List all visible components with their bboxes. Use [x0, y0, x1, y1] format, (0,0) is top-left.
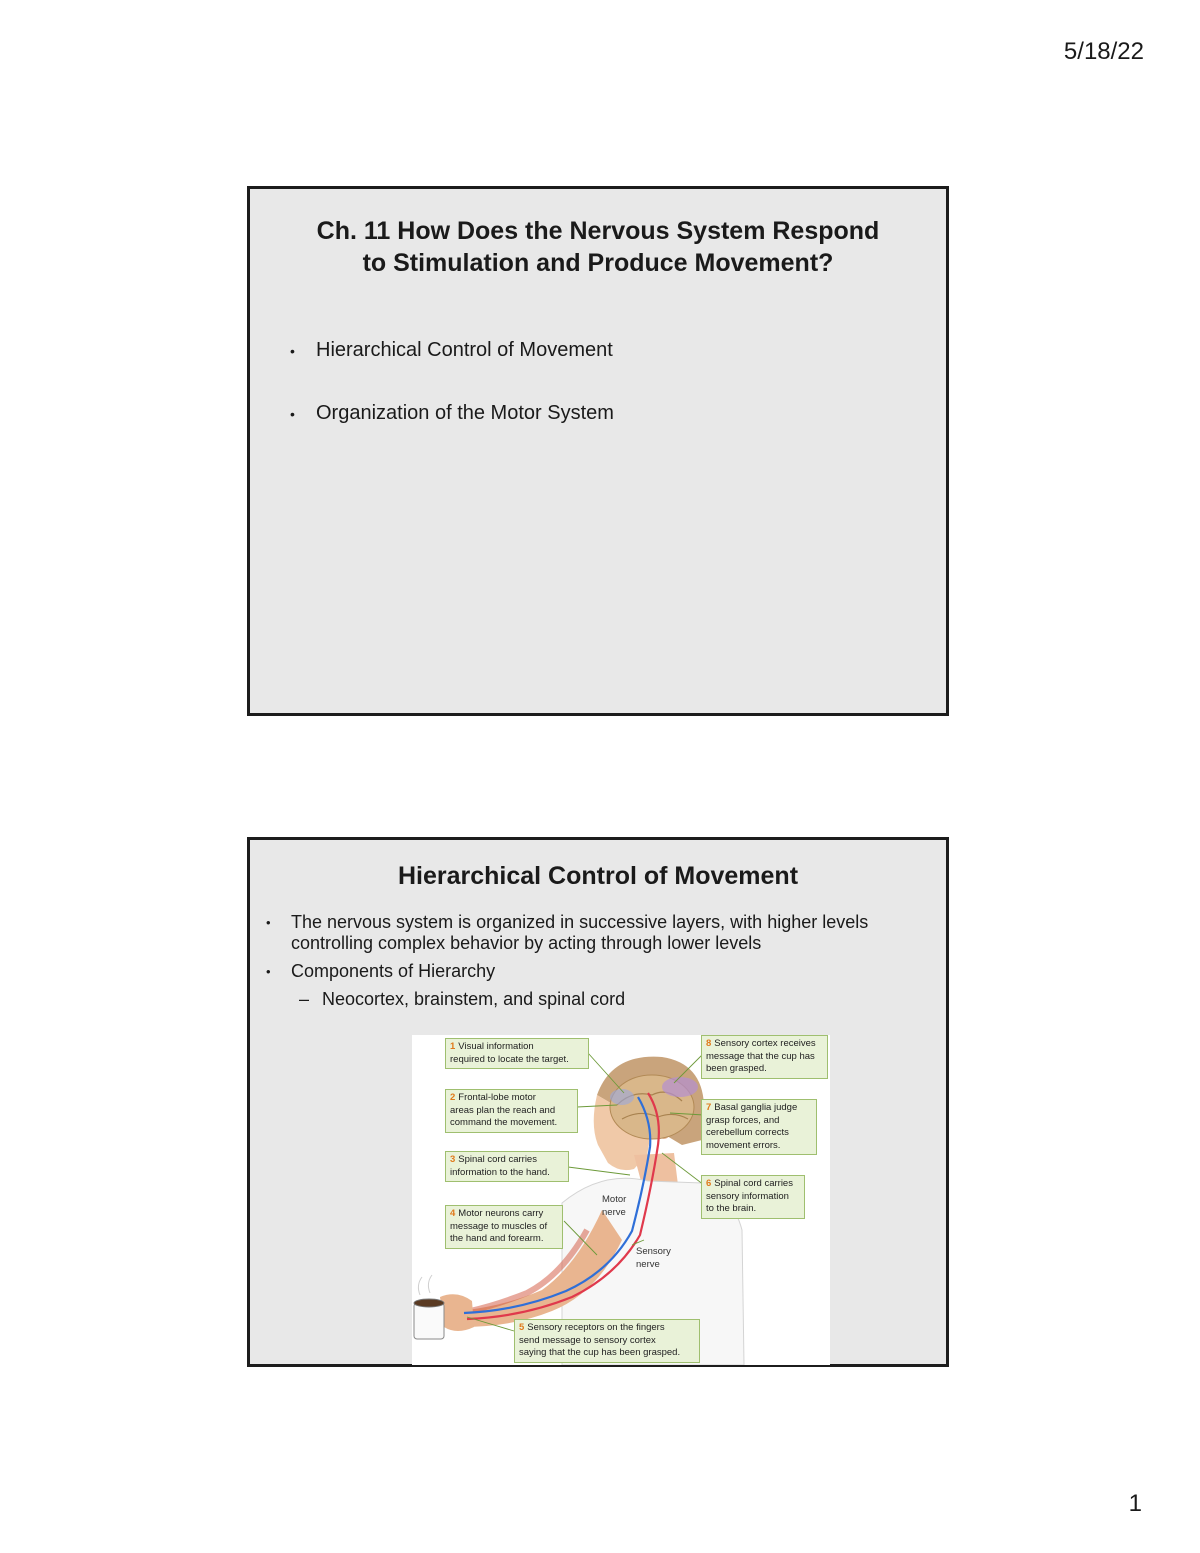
bullet-icon: • — [290, 406, 295, 422]
nervous-system-figure — [412, 1035, 830, 1365]
slide-1-title — [250, 215, 946, 279]
callout-number: 5 — [519, 1322, 525, 1333]
callout-number: 1 — [450, 1041, 456, 1052]
callout-line: message to muscles of — [450, 1220, 548, 1232]
sensory-nerve-label — [636, 1246, 671, 1271]
list-item-text: Components of Hierarchy — [291, 961, 496, 981]
callout-line: Spinal cord carries — [714, 1178, 793, 1189]
page-number: 1 — [1128, 1490, 1142, 1517]
callout-line: Visual information — [458, 1041, 534, 1052]
callout-4 — [445, 1205, 563, 1249]
callout-line: Sensory receptors on the fingers — [527, 1322, 665, 1333]
callout-line: to the brain. — [706, 1203, 757, 1214]
callout-line: Sensory cortex receives — [714, 1038, 816, 1049]
callout-8 — [701, 1035, 828, 1079]
callout-line: sensory information — [706, 1190, 789, 1202]
callout-6 — [701, 1175, 805, 1219]
bullet-icon: • — [266, 915, 271, 930]
callout-3 — [445, 1151, 569, 1182]
callout-number: 3 — [450, 1154, 456, 1165]
list-item-text-line-2: controlling complex behavior by acting through lower levels — [291, 933, 762, 953]
callout-line: Motor neurons carry — [458, 1208, 544, 1219]
list-item-text: Organization of the Motor System — [316, 402, 614, 424]
callout-line: Spinal cord carries — [458, 1154, 537, 1165]
callout-7 — [701, 1099, 817, 1155]
label-line: Motor — [602, 1194, 627, 1205]
bullet-icon: • — [290, 343, 295, 359]
list-item-text: Hierarchical Control of Movement — [316, 339, 613, 361]
coffee-shape — [414, 1299, 444, 1307]
page-date: 5/18/22 — [1063, 38, 1144, 65]
sensory-cortex-highlight — [662, 1077, 698, 1097]
callout-5 — [514, 1319, 700, 1363]
callout-line: command the movement. — [450, 1117, 558, 1128]
motor-nerve-label — [602, 1194, 626, 1219]
callout-line: required to locate the target. — [450, 1053, 569, 1065]
list-item — [288, 402, 614, 425]
sub-list-item — [264, 989, 926, 1010]
slide-1-title-line-1: Ch. 11 How Does the Nervous System Respond — [316, 217, 880, 245]
callout-line: grasp forces, and — [706, 1114, 780, 1126]
callout-number: 8 — [706, 1038, 712, 1049]
callout-1 — [445, 1038, 589, 1069]
callout-line: Frontal-lobe motor — [458, 1092, 536, 1103]
sub-list-item-text: Neocortex, brainstem, and spinal cord — [322, 989, 626, 1009]
slide-1-bullet-list — [288, 339, 614, 465]
callout-line: movement errors. — [706, 1139, 781, 1151]
callout-number: 4 — [450, 1208, 456, 1219]
slide-1-title-line-2: to Stimulation and Produce Movement? — [362, 249, 834, 277]
callout-line: areas plan the reach and — [450, 1104, 556, 1116]
list-item — [264, 961, 926, 982]
slide-1 — [247, 186, 949, 716]
callout-line: send message to sensory cortex — [519, 1334, 656, 1346]
callout-line: message that the cup has — [706, 1050, 815, 1062]
slide-2 — [247, 837, 949, 1367]
label-line: nerve — [602, 1206, 626, 1218]
callout-line: saying that the cup has been grasped. — [519, 1347, 681, 1358]
callout-number: 6 — [706, 1178, 712, 1189]
list-item — [264, 912, 926, 954]
steam-shape — [418, 1275, 432, 1295]
slide-2-bullet-list — [264, 912, 926, 1017]
callout-number: 2 — [450, 1092, 456, 1103]
callout-line: the hand and forearm. — [450, 1233, 544, 1244]
dash-icon: – — [299, 989, 310, 1009]
label-line: Sensory — [636, 1246, 671, 1257]
list-item-text-line-1: The nervous system is organized in successive layers, with higher levels — [291, 912, 869, 932]
callout-line: been grasped. — [706, 1063, 767, 1074]
bullet-icon: • — [266, 964, 271, 979]
slide-2-title: Hierarchical Control of Movement — [397, 862, 799, 890]
label-line: nerve — [636, 1258, 660, 1270]
callout-line: information to the hand. — [450, 1166, 550, 1178]
list-item — [288, 339, 614, 362]
callout-number: 7 — [706, 1102, 712, 1113]
callout-line: Basal ganglia judge — [714, 1102, 798, 1113]
cup-shape — [414, 1303, 444, 1339]
callout-line: cerebellum corrects — [706, 1127, 789, 1138]
callout-2 — [445, 1089, 578, 1133]
